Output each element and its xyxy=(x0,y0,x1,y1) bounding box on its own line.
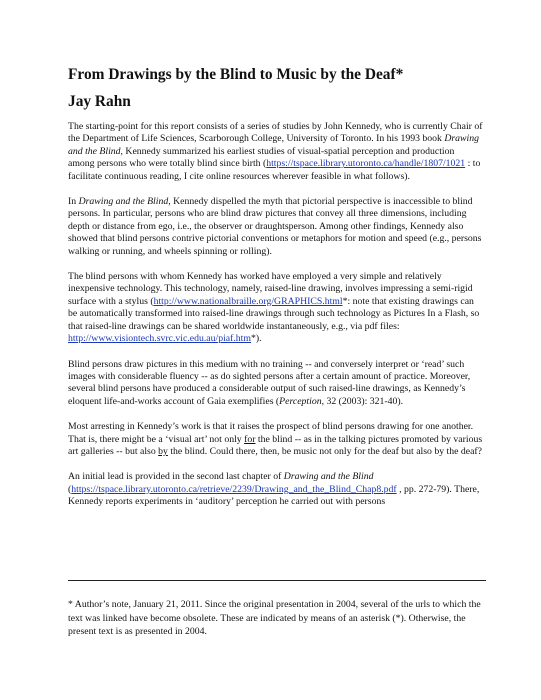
paragraph-text: Kennedy summarized his earliest studies of visual-spatial perception and production among persons who were totally blind since birth ( xyxy=(68,145,455,170)
tspace-handle-link[interactable]: https://tspace.library.utoronto.ca/handle/1807/1021 xyxy=(266,158,466,170)
document-body xyxy=(68,65,483,509)
paragraph-text: : to facilitate continuous reading, I cite online resources wherever feasible in what follows). xyxy=(68,158,481,182)
tspace-chapter-link[interactable]: https://tspace.library.utoronto.ca/retrieve/2239/Drawing_and_the_Blind_Chap8.pdf xyxy=(71,483,397,495)
paragraph-text: An initial lead is provided in the second last chapter of xyxy=(68,471,284,483)
underlined-word-for: for xyxy=(244,433,256,445)
book-title: Drawing and the Blind, xyxy=(78,196,171,208)
paragraph-text: the blind. Could there, then, be music not only for the deaf but also by the deaf? xyxy=(167,445,482,457)
paragraph-text: In xyxy=(68,196,79,208)
footnote-divider xyxy=(68,580,486,581)
visiontech-link[interactable]: http://www.visiontech.svrc.vic.edu.au/piaf.htm xyxy=(68,333,251,345)
nationalbraille-link[interactable]: http://www.nationalbraille.org/GRAPHICS.html xyxy=(153,295,343,307)
paragraph-text: ( xyxy=(68,483,72,495)
paragraph-text: The starting-point for this report consists of a series of studies by John Kennedy, who is currently Chair of the Department of Life Sciences, Scarborough College, University of Toronto. In his 1993 book xyxy=(68,121,483,145)
underlined-word-by: by xyxy=(158,445,168,457)
paragraph-text: , pp. 272-79). There, Kennedy reports experiments in ‘auditory’ perception he carried out with persons xyxy=(68,483,480,508)
paragraph-arresting xyxy=(68,421,483,458)
paragraph-text: the blind -- as in the talking pictures promoted by various art galleries -- but also xyxy=(68,433,483,457)
book-title: Drawing and the Blind xyxy=(283,471,374,483)
paragraph-text: The blind persons with whom Kennedy has worked have employed a very simple and relatively inexpensive technology. This technology, namely, raised-line drawing, involves impressing a semi-rigid surface with a stylus ( xyxy=(68,271,473,307)
document-title: From Drawings by the Blind to Music by the Deaf* xyxy=(68,66,404,83)
paragraph-initial-lead xyxy=(68,471,483,508)
journal-title: Perception, xyxy=(279,395,325,407)
paragraph-text: Blind persons draw pictures in this medium with no training -- and conversely interpret or ‘read’ such images with considerable fluency -- as do sighted persons after a certain amount of practice. Moreover, several blind persons have produced a considerable output of such raised-line drawings, as Kennedy’s eloquent life-and-works account of Gaia exemplifies ( xyxy=(68,358,471,407)
paragraph-text: *). xyxy=(250,333,262,345)
document-author: Jay Rahn xyxy=(68,93,131,110)
paragraph-perspective xyxy=(68,196,483,258)
author-footnote: * Author’s note, January 21, 2011. Since the original presentation in 2004, several of the urls to which the text was linked have become obsolete. These are indicated by means of an asterisk (*). Otherwise, the present text is as presented in 2004. xyxy=(68,599,481,638)
paragraph-text: 32 (2003): 321-40). xyxy=(324,395,404,407)
paragraph-text: *: note that existing drawings can be automatically transformed into raised-line drawings through such technology as Pictures In a Flash, so that raised-line drawings can be shared worldwide instantaneously, e.g., via pdf files: xyxy=(68,295,480,332)
book-title: Drawing and the Blind, xyxy=(68,133,480,157)
paragraph-text: Most arresting in Kennedy’s work is that it raises the prospect of blind persons drawing for one another. That is, there might be a ‘visual art’ not only xyxy=(68,421,474,445)
paragraph-intro xyxy=(68,121,483,183)
paragraph-fluency xyxy=(68,359,483,409)
paragraph-text: Kennedy dispelled the myth that pictorial perspective is inaccessible to blind persons. In particular, persons who are blind draw pictures that convey all three dimensions, including depth or distance from ego, i.e., the observer or draughtsperson. Among other findings, Kennedy also showed that blind persons contrive pictorial conventions or metaphors for motion and speed (e.g., persons walking or running, and wheels spinning or rolling). xyxy=(68,196,482,257)
paragraph-technology xyxy=(68,271,483,345)
